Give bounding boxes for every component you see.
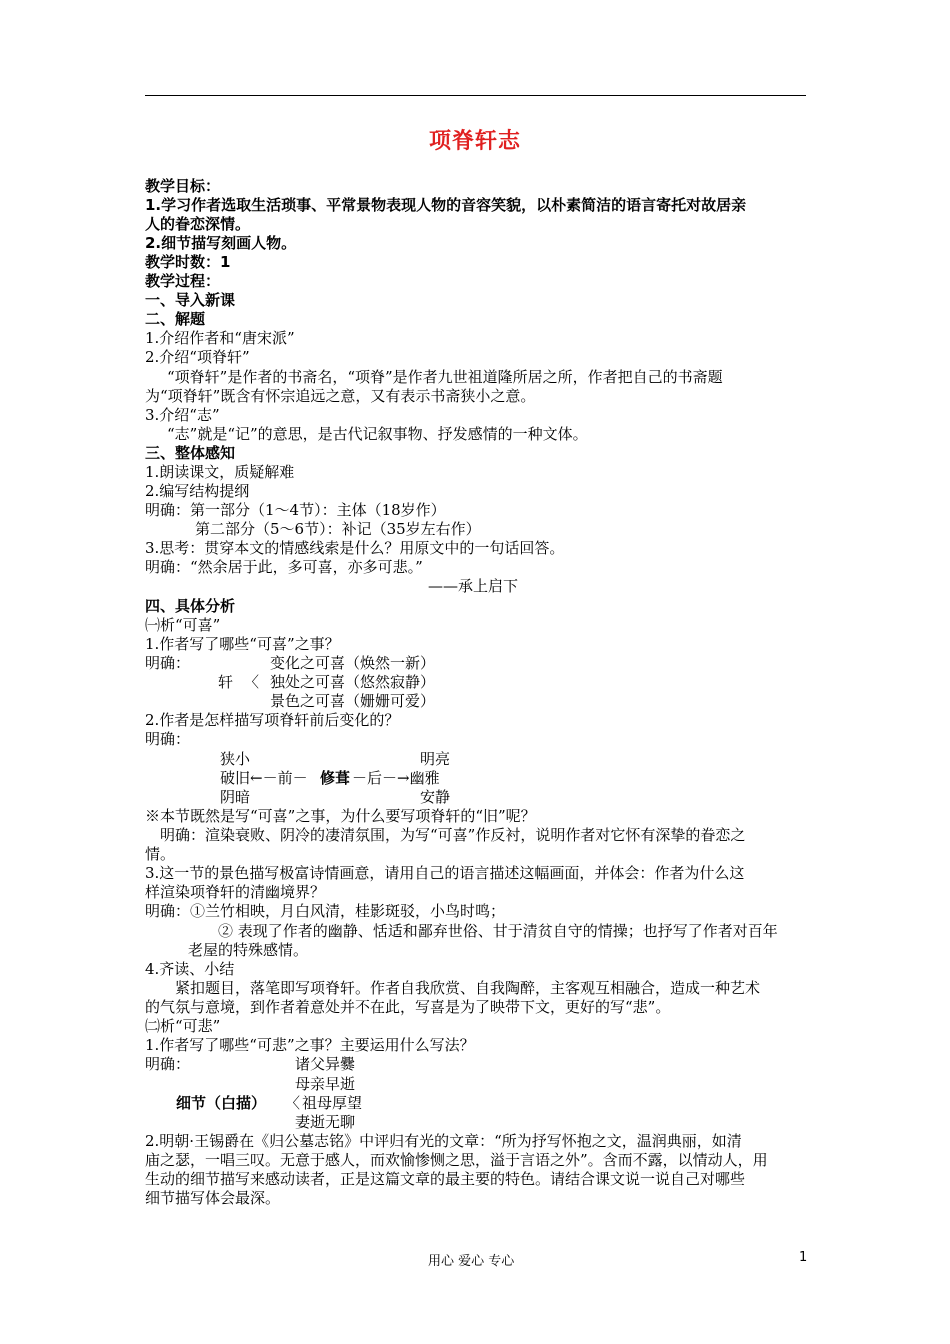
item-4-1-1: 1.作者写了哪些“可喜”之事？ — [145, 635, 340, 653]
objective-1-cont: 人的眷恋深情。 — [145, 215, 251, 233]
objective-2: 2.细节描写刻画人物。 — [145, 234, 297, 252]
section-heading-2: 二、解题 — [145, 310, 206, 328]
answer-quote: 明确：“然余居于此，多可喜，亦多可悲。” — [145, 558, 423, 576]
answer-point-1: 明确：①兰竹相映，月白风清，桂影斑驳，小鸟时鸣； — [145, 902, 506, 920]
item-4-2-2-cont: 生动的细节描写来感动读者，正是这篇文章的最主要的特色。请结合课文说一说自己对哪些 — [145, 1170, 746, 1188]
item-4-1-2: 2.作者是怎样描写项脊轩前后变化的？ — [145, 711, 400, 729]
answer-label: 明确： — [145, 1055, 191, 1073]
contrast-before-2: 破旧←－前－ — [220, 769, 308, 787]
contrast-after-1: 明亮 — [420, 750, 451, 768]
item-2-3: 3.介绍“志” — [145, 406, 220, 424]
objectives-heading: 教学目标： — [145, 177, 221, 195]
contrast-center: 修葺 — [320, 769, 351, 787]
answer-label: 明确： — [145, 654, 191, 672]
subsection-kexi: ㈠析“可喜” — [145, 616, 221, 634]
item-4-1-3: 3.这一节的景色描写极富诗情画意，请用自己的语言描述这幅画面，并体会：作者为什么这 — [145, 864, 745, 882]
detail-technique: 细节（白描） — [176, 1094, 267, 1112]
item-2-2: 2.介绍“项脊轩” — [145, 348, 250, 366]
note-question: ※本节既然是写“可喜”之事，为什么要写项脊轩的“旧”呢？ — [145, 807, 536, 825]
note-answer-cont: 情。 — [145, 845, 176, 863]
summary-cont: 的气氛与意境，到作者着意处并不在此，写喜是为了映带下文，更好的写“悲”。 — [145, 998, 671, 1016]
answer-label: 明确： — [145, 730, 191, 748]
sad-item-4: 妻逝无聊 — [295, 1113, 356, 1131]
transition-note: ——承上启下 — [428, 577, 519, 595]
joy-item-3: 景色之可喜（姗姗可爱） — [270, 692, 436, 710]
contrast-after-3: 安静 — [420, 788, 451, 806]
answer-point-2-cont: 老屋的特殊感情。 — [188, 941, 309, 959]
item-4-2-1: 1.作者写了哪些“可悲”之事？主要运用什么写法？ — [145, 1036, 475, 1054]
answer-point-2: ② 表现了作者的幽静、恬适和鄙弃世俗、甘于清贫自守的情操；也抒写了作者对百年 — [218, 922, 778, 940]
item-2-1: 1.介绍作者和“唐宋派” — [145, 329, 295, 347]
sad-item-3: 祖母厚望 — [302, 1094, 363, 1112]
contrast-before-1: 狭小 — [220, 750, 251, 768]
joy-item-2: 独处之可喜（悠然寂静） — [270, 673, 436, 691]
section-heading-4: 四、具体分析 — [145, 597, 236, 615]
teaching-process: 教学过程： — [145, 272, 221, 290]
header-rule — [145, 95, 806, 96]
item-4-1-4: 4.齐读、小结 — [145, 960, 235, 978]
brace-glyph: 〈 — [285, 1094, 301, 1112]
item-4-2-2-cont: 细节描写体会最深。 — [145, 1189, 281, 1207]
teaching-hours: 教学时数：1 — [145, 253, 231, 271]
item-3-3: 3.思考：贯穿本文的情感线索是什么？用原文中的一句话回答。 — [145, 539, 565, 557]
document-title: 项脊轩志 — [428, 129, 521, 154]
contrast-after-2: －后－→幽雅 — [352, 769, 440, 787]
item-4-2-2-cont: 庙之瑟，一唱三叹。无意于感人，而欢愉惨恻之思，溢于言语之外”。含而不露，以情动人，用 — [145, 1151, 768, 1169]
section-heading-3: 三、整体感知 — [145, 444, 236, 462]
brace-glyph: 〈 — [244, 673, 260, 691]
item-3-1: 1.朗读课文，质疑解难 — [145, 463, 295, 481]
subsection-kebei: ㈡析“可悲” — [145, 1017, 221, 1035]
outline-part-2: 第二部分（5～6节）：补记（35岁左右作） — [195, 520, 481, 538]
paragraph: “志”就是“记”的意思，是古代记叙事物、抒发感情的一种文体。 — [167, 425, 588, 443]
item-4-2-2: 2.明朝·王锡爵在《归公墓志铭》中评归有光的文章：“所为抒写怀抱之文，温润典丽，如清 — [145, 1132, 742, 1150]
page-number: 1 — [799, 1250, 808, 1265]
objective-1: 1.学习作者选取生活琐事、平常景物表现人物的音容笑貌，以朴素简洁的语言寄托对故居亲 — [145, 196, 747, 214]
sad-item-2: 母亲早逝 — [295, 1075, 356, 1093]
contrast-before-3: 阴暗 — [220, 788, 251, 806]
summary: 紧扣题目，落笔即写项脊轩。作者自我欣赏、自我陶醉，主客观互相融合，造成一种艺术 — [175, 979, 761, 997]
section-heading-1: 一、导入新课 — [145, 291, 236, 309]
paragraph-cont: 为“项脊轩”既含有怀宗追远之意，又有表示书斋狭小之意。 — [145, 387, 536, 405]
paragraph: “项脊轩”是作者的书斋名，“项脊”是作者九世祖道隆所居之所，作者把自己的书斋题 — [167, 368, 723, 386]
footer-motto: 用心 爱心 专心 — [428, 1254, 515, 1269]
item-4-1-3-cont: 样渲染项脊轩的清幽境界？ — [145, 883, 326, 901]
note-answer: 明确：渲染衰败、阴冷的凄清氛围，为写“可喜”作反衬，说明作者对它怀有深挚的眷恋之 — [160, 826, 746, 844]
outline-part-1: 明确：第一部分（1～4节）：主体（18岁作） — [145, 501, 446, 519]
xuan-label: 轩 — [218, 673, 234, 691]
sad-item-1: 诸父异爨 — [295, 1055, 356, 1073]
joy-item-1: 变化之可喜（焕然一新） — [270, 654, 436, 672]
item-3-2: 2.编写结构提纲 — [145, 482, 250, 500]
